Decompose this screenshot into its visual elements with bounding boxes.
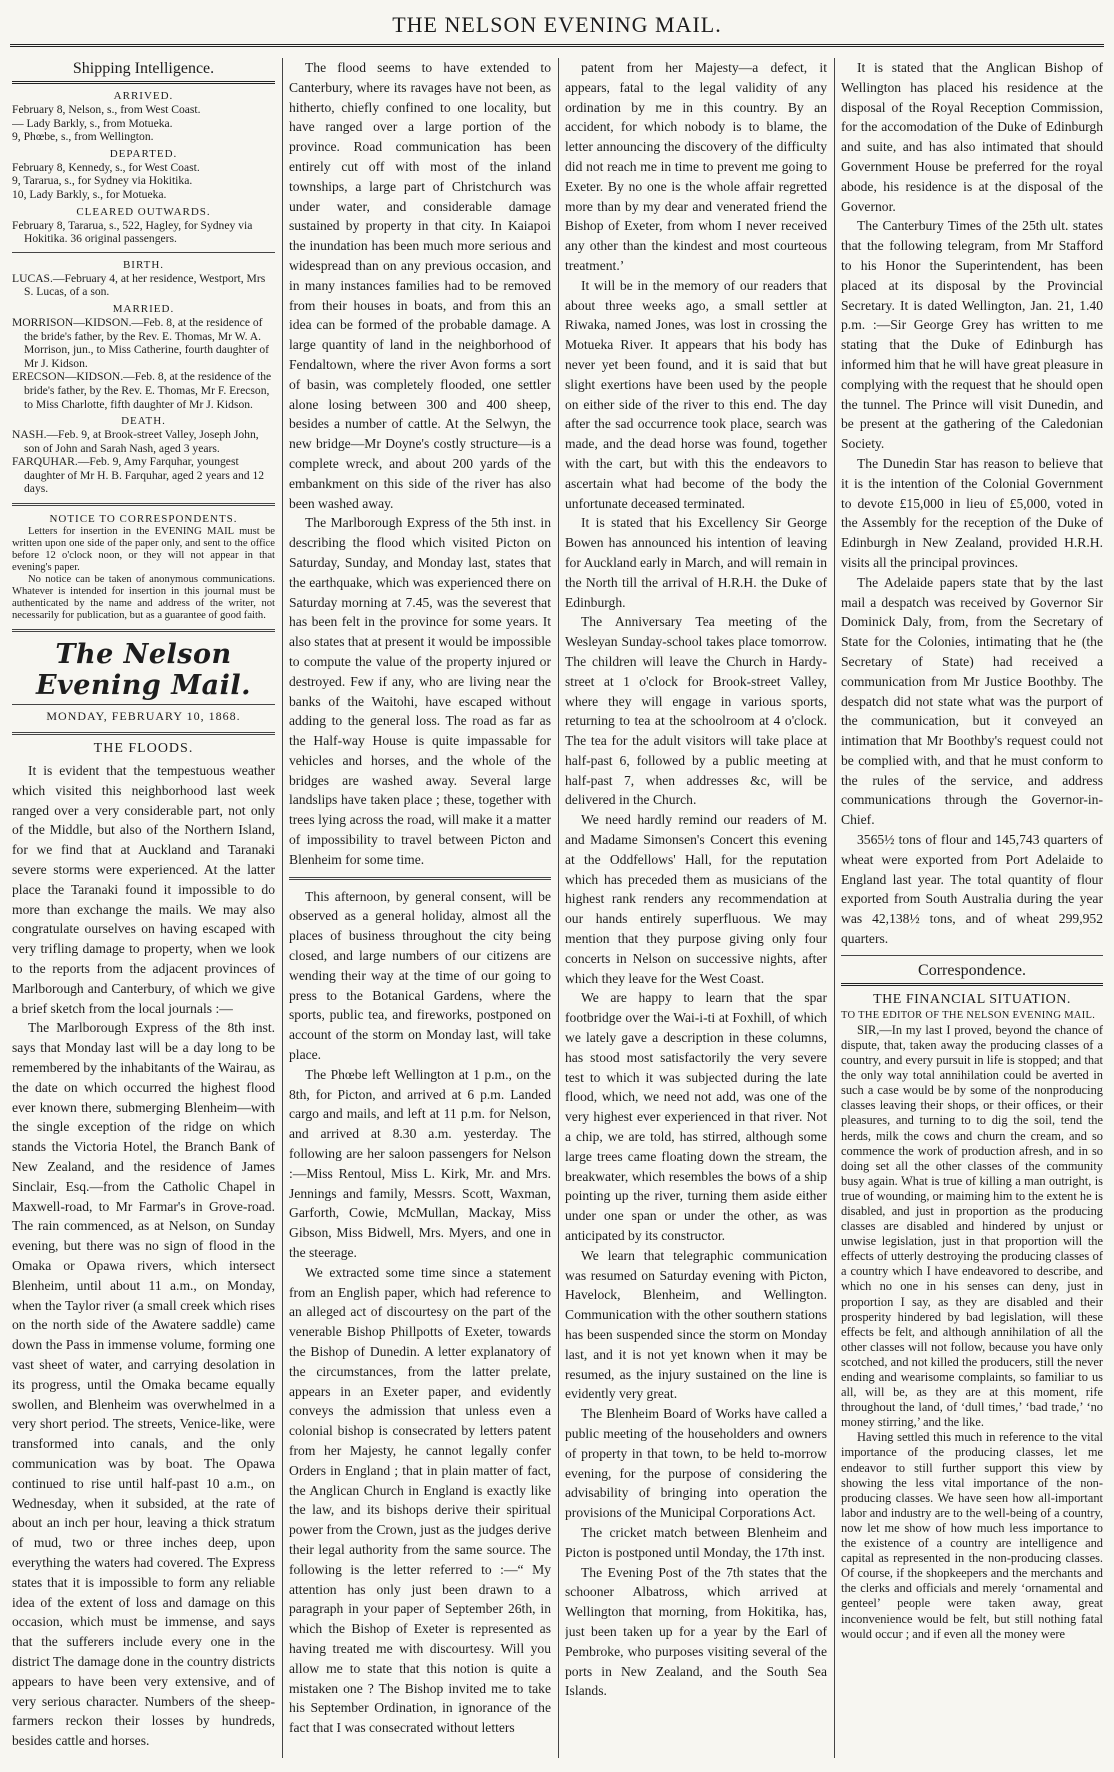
article-paragraph: The Adelaide papers state that by the last mail a despatch was received by Governor Sir Dominick Daly, from, from the Secretary of State for the Colonies, intimating that he (the Secretary of State) had received a communication from Mr Justice Boothby. The despatch did not state what was the purport of the communication, but it conveyed an intimation that Mr Boothby's request could not be complied with, and that he must conform to the rules of the service, and address communications through the Governor-in-Chief. [841,574,1103,828]
list-item: — Lady Barkly, s., from Motueka. [12,116,173,130]
article-paragraph: The Dunedin Star has reason to believe that it is the intention of the Colonial Government to devote £15,000 in lieu of £5,000, voted in the Assembly for the reception of the Duke of Edinburgh in New Zealand, provided H.R.H. visits all the principal provinces. [841,455,1103,570]
letter-title: THE FINANCIAL SITUATION. [873,991,1071,1007]
notice-text: No notice can be taken of anonymous communications. Whatever is intended for insertion in this journal must be authenticated by the name and address of the writer, not necessarily for publication, but as a guarantee of good faith. [12,574,275,622]
divider [289,877,551,880]
floods-title: THE FLOODS. [93,741,194,757]
column-2 [289,58,551,1762]
letter-paragraph: SIR,—In my last I proved, beyond the chance of dispute, that, taken away the producing classes of a country, and every pursuit in life is stopped; and that the only way total annihilation could be averted in such a case would be by some of the nonproducing classes leaving their shops, or their offices, or their pleasures, and turning to to dig the soil, tend the herds, milk the cows and churn the cream, and so commence the work of production afresh, and in so doing set all the other classes of the community busy again. What is true of killing a man outright, is true of wounding, or maiming him to the extent he is disabled, and just in proportion as the producing classes are disabled and hindered by unjust or unwise legislation, just in that proportion will the effects of utterly destroying the producing classes of a country which I have endeavored to describe, and which no one in his senses can deny, just in proportion I say, as they are disabled and their prosperity hindered by bad legislation, will these effects be felt, and although annihilation of all the other classes will not follow, because you have only scotched, and not killed the producers, still the never ending and wearisome complaints, so familiar to us all, will be, as they are at this moment, rife throughout the land, of ‘dull times,’ ‘bad trade,’ ‘no money stirring,’ and the like. [841,1022,1103,1430]
list-item: February 8, Nelson, s., from West Coast. [12,103,201,116]
article-paragraph: The Anniversary Tea meeting of the Wesleyan Sunday-school takes place tomorrow. The children will leave the Church in Hardy-street at 1 o'clock for Brook-street Valley, where they will engage in various sports, returning to tea at the schoolroom at 4 o'clock. The tea for the adult visitors will take place at half-past 6, followed by a public meeting at half-past 7, when addresses &c, will be delivered in the Church. [565,614,827,808]
list-item: MORRISON—KIDSON.—Feb. 8, at the residence of the bride's father, by the Rev. E. Thomas, Mr W. A. Morrison, jun., to Miss Catherine, fourth daughter of Mr J. Kidson. [12,315,270,370]
article-paragraph: The Evening Post of the 7th states that the schooner Albatross, which arrived at Wellington that morning, from Hokitika, has, just been taken up for a year by the Earl of Pembroke, who purposes visiting several of the ports in New Zealand, and the South Sea Islands. [565,1564,827,1699]
masthead-rule [10,44,1104,47]
list-item: ERECSON—KIDSON.—Feb. 8, at the residence of the bride's father, by the Rev. E. Thomas, Mr F. Erecson, to Miss Charlotte, fifth daughter of Mr J. Kidson. [12,370,272,411]
article-paragraph: The Marlborough Express of the 5th inst. in describing the flood which visited Picton on Saturday, Sunday, and Monday last, states that the earthquake, which was experienced there on Saturday morning at 7.45, was the severest that has been felt in the province for some years. It also states that at present it would be impossible to compute the value of the property injured or destroyed. Few if any, who are living near the banks of the Waitohi, have escaped without adding to the general loss. The road as far as the Half-way House is quite impassable for vehicles and horses, and the whole of the bridges are washed away. Several large landslips have taken place ; these, together with trees lying across the road, will make it a matter of impossibility to travel between Picton and Blenheim for some time. [289,515,551,867]
notice-title: NOTICE TO CORRESPONDENTS. [49,513,238,526]
article-paragraph: We need hardly remind our readers of M. and Madame Simonsen's Concert this evening at the Oddfellows' Hall, for the reputation which has preceded them as musicians of the highest rank renders any recommendation at our hands entirely superfluous. We may mention that they purpose giving only four concerts in Nelson on successive nights, after which they leave for the West Coast. [565,812,827,986]
article-paragraph: The Blenheim Board of Works have called a public meeting of the householders and owners of property in that town, to be held to-morrow evening, for the purpose of considering the advisability of bringing into operation the provisions of the Municipal Corporations Act. [565,1406,827,1521]
article-paragraph: The Marlborough Express of the 8th inst. says that Monday last will be a day long to be remembered by the inhabitants of the Wairau, as the date on which occurred the highest flood ever known there, submerging Blenheim—with the single exception of the ridge on which stands the Victoria Hotel, the Branch Bank of New Zealand, and the residence of James Sinclair, Esq.—from the Catholic Chapel in Maxwell-road, to Mr Farmar's in Grove-road. The rain commenced, as at Nelson, on Sunday evening, but there was no sign of flood in the Omaka or Opawa rivers, which intersect Blenheim, until about 11 a.m., on Monday, when the Taylor river (a small creek which rises on the north side of the Awatere saddle) came down the Pass in immense volume, forming one vast sheet of water, and carrying desolation in its progress, until the Omaka became equally swollen, and Blenheim was overwhelmed in a very short period. The streets, Venice-like, were transformed into canals, and the only communication was by boat. The Opawa continued to rise until half-past 10 a.m., on Wednesday, when it subsided, at the rate of about an inch per hour, leaving a thick stratum of mud, two or three inches deep, upon everything the waters had covered. The Express states that it is impossible to form any reliable idea of the extent of loss and damage on this occasion, which must be immense, and says that the sufferers include every one in the district The damage done in the country districts appears to have been very extensive, and of very serious character. Numbers of the sheep-farmers reckon their losses by hundreds, besides cattle and horses. [12,1020,275,1749]
article-paragraph: It is stated that the Anglican Bishop of Wellington has placed his residence at the disposal of the Royal Reception Commission, for the accomodation of the Duke of Edinburgh and suite, and has also intimated that should Government House be preferred for the royal abode, his residence is at the disposal of the Governor. [841,60,1103,214]
death-label: DEATH. [121,415,166,428]
paper-name: The Nelson Evening Mail. [35,639,252,702]
divider [12,503,275,506]
article-paragraph: It will be in the memory of our readers that about three weeks ago, a small settler at Riwaka, named Jones, was lost in crossing the Motueka River. It appears that his body has never yet been found, and it is said that but slight exertions have been used by the people on either side of the river to this end. The day after the sad occurrence took place, search was made, and the dead horse was found, together with the cart, but with this the endeavors to ascertain what had become of the body the unfortunate deceased terminated. [565,277,827,511]
list-item: 9, Tararua, s., for Sydney via Hokitika. [12,174,193,188]
cleared-label: CLEARED OUTWARDS. [76,205,211,218]
article-paragraph: patent from her Majesty—a defect, it appears, fatal to the legal validity of any ordination by me in this country. By an accident, for which nobody is to blame, the letter announcing the discovery of the difficulty did not reach me in time to prevent me going to Exeter. By no one is the whole affair regretted more than by my dear and venerated friend the Bishop of Exeter, from whom I never received any other than the kindest and most courteous treatment.’ [565,60,827,273]
column-4 [841,58,1103,1762]
birth-label: BIRTH. [122,258,165,271]
divider [12,704,275,705]
list-item: 9, Phœbe, s., from Wellington. [12,130,154,144]
column-rule [558,58,559,1758]
list-item: February 8, Kennedy, s., for West Coast. [12,160,200,174]
article-paragraph: It is evident that the tempestuous weather which visited this neighborhood last week ranged over a very considerable part, not only of the Middle, but also of the Northern Island, for we find that at Auckland and Taranaki severe storms were experienced. At the latter place the Taranaki found it impossible to do more than exchange the mails. We may also congratulate ourselves on having escaped with very trifling damage to property, when we look to the reports from the adjacent provinces of Marlborough and Canterbury, of which we give a brief sketch from the local journals :— [12,763,275,1016]
list-item: LUCAS.—February 4, at her residence, Westport, Mrs S. Lucas, of a son. [12,271,266,299]
column-rule [282,58,283,1758]
shipping-title: Shipping Intelligence. [12,60,275,84]
departed-list [12,161,275,202]
article-paragraph: This afternoon, by general consent, will be observed as a general holiday, almost all the places of business throughout the city being closed, and large numbers of our citizens are wending their way at the time of our going to press to the Botanical Gardens, where the sports, public tea, and fireworks, postponed on account of the storm on Monday last, will take place. [289,888,551,1063]
list-item: FARQUHAR.—Feb. 9, Amy Farquhar, youngest daughter of Mr H. B. Farquhar, aged 2 years and 12 days. [12,455,265,496]
article-paragraph: The Canterbury Times of the 25th ult. states that the following telegram, from Mr Stafford to his Honor the Superintendent, has been placed at its disposal by the Provincial Secretary. It is dated Wellington, Jan. 21, 1.40 p.m. :—Sir George Grey has written to me stating that the Duke of Edinburgh has informed him that he will have great pleasure in complying with the request that he should open the tunnel. The Prince will visit Dunedin, and be present at the gathering of the Caledonian Society. [841,218,1103,452]
article-paragraph: We are happy to learn that the spar footbridge over the Wai-i-ti at Foxhill, of which we lately gave a description in these columns, has stood most satisfactorily the very severe test to which it was subjected during the late flood, which, we need not add, was one of the very highest ever experienced in that river. Not a chip, we are told, has stirred, although some large trees came floating down the stream, the breakwater, which resembles the bows of a ship pointing up the river, turning them aside either under one span or under the other, as was anticipated by its constructor. [565,990,827,1244]
arrived-list [12,103,275,144]
notice-text: Letters for insertion in the EVENING MAIL must be written upon one side of the paper only, and sent to the office before 12 o'clock noon, or they will not appear in that evening's paper. [12,526,275,574]
list-item: February 8, Tararua, s., 522, Hagley, for Sydney via Hokitika. 36 original passengers. [12,218,253,246]
correspondence-title: Correspondence. [841,962,1103,986]
article-paragraph: The flood seems to have extended to Canterbury, where its ravages have not been, as hitherto, chiefly confined to one locality, but have ranged over a large portion of the province. Road communication has been entirely cut off with most of the inland townships, a large part of Christchurch was under water, and considerable damage sustained by property in that city. In Kaiapoi the inundation has been much more serious and widespread than on any previous occasion, and in many instances families had to be removed from their houses in boats, and from this an idea can be formed of the probable damage. A large quantity of land in the neighborhood of Fendaltown, where the river Avon forms a sort of basin, was completely flooded, one settler alone losing between 300 and 400 sheep, besides a number of cattle. At the Selwyn, the new bridge—Mr Doyne's costly structure—is a complete wreck, and about 200 yards of the embankment on this side of the river has also been washed away. [289,60,551,511]
column-rule [834,58,835,1758]
article-paragraph: We extracted some time since a statement from an English paper, which had reference to an alleged act of discourtesy on the part of the venerable Bishop Phillpotts of Exeter, towards the Bishop of Dunedin. A letter explanatory of the circumstances, from the latter prelate, appears in an Exeter paper, and evidently conveys the admission that unless even a colonial bishop is consecrated by letters patent from her Majesty, he cannot legally confer Orders in England ; that in plain matter of fact, the Anglican Church in England is exactly like the law, and its bishops derive their spiritual power from the Crown, just as the judges derive their legal authority from the same source. The following is the letter referred to :—“ My attention has only just been drawn to a paragraph in your paper of September 26th, in which the Bishop of Exeter is represented as having treated me with discourtesy. Will you allow me to state that this notion is quite a mistaken one ? The Bishop invited me to take his September Ordination, in ignorance of the fact that I was consecrated without letters [289,1264,551,1736]
article-paragraph: It is stated that his Excellency Sir George Bowen has announced his intention of leaving for Auckland early in March, and will remain in the North till the arrival of H.R.H. the Duke of Edinburgh. [565,515,827,610]
married-label: MARRIED. [112,302,175,315]
letter-paragraph: Having settled this much in reference to the vital importance of the producing classes, let me endeavor to still further support this view by showing the less vital importance of the non-producing classes. We have seen how all-important labor and industry are to the well-being of a country, now let me show of how much less importance to the existence of a country are intelligence and capital as represented in the non-producing classes. Of course, if the shopkeepers and the merchants and the clerks and officials and merely ‘ornamental and genteel’ people were taken away, great inconvenience would be felt, but still nothing fatal would occur ; and if even all the money were [841,1430,1103,1641]
article-paragraph: 3565½ tons of flour and 145,743 quarters of wheat were exported from Port Adelaide to England last year. The total quantity of flour exported from South Australia during the year was 42,138½ tons, and of wheat 299,952 quarters. [841,832,1103,947]
article-paragraph: The cricket match between Blenheim and Picton is postponed until Monday, the 17th inst. [565,1524,827,1560]
column-1 [12,58,275,1762]
divider [12,252,275,253]
article-paragraph: The Phœbe left Wellington at 1 p.m., on the 8th, for Picton, and arrived at 6 p.m. Landed cargo and mails, and left at 11 p.m. for Nelson, and arrived at 8.30 a.m. yesterday. The following are her saloon passengers for Nelson :—Miss Rentoul, Miss L. Kirk, Mr. and Mrs. Jennings and family, Messrs. Scott, Waxman, Garforth, Cowie, McMullan, Mackay, Miss Gibson, Miss Bidwell, Mrs. Myers, and one in the steerage. [289,1066,551,1261]
article-paragraph: We learn that telegraphic communication was resumed on Saturday evening with Picton, Havelock, Blenheim, and Wellington. Communication with the other southern stations has been suspended since the storm on Monday last, and it is not yet known when it may be resumed, as the injury sustained on the line is evidently very great. [565,1247,827,1402]
list-item: 10, Lady Barkly, s., for Motueka. [12,187,167,201]
arrived-label: ARRIVED. [113,90,174,102]
list-item: NASH.—Feb. 9, at Brook-street Valley, Joseph John, son of John and Sarah Nash, aged 3 years. [12,428,259,455]
departed-label: DEPARTED. [109,147,178,160]
letter-salutation: TO THE EDITOR OF THE NELSON EVENING MAIL. [841,1009,1096,1021]
masthead [10,10,1104,50]
divider [841,955,1103,956]
newspaper-title: THE NELSON EVENING MAIL. [392,12,722,37]
issue-date: MONDAY, FEBRUARY 10, 1868. [46,709,241,724]
column-3 [565,58,827,1762]
divider [12,629,275,632]
divider [12,732,275,735]
